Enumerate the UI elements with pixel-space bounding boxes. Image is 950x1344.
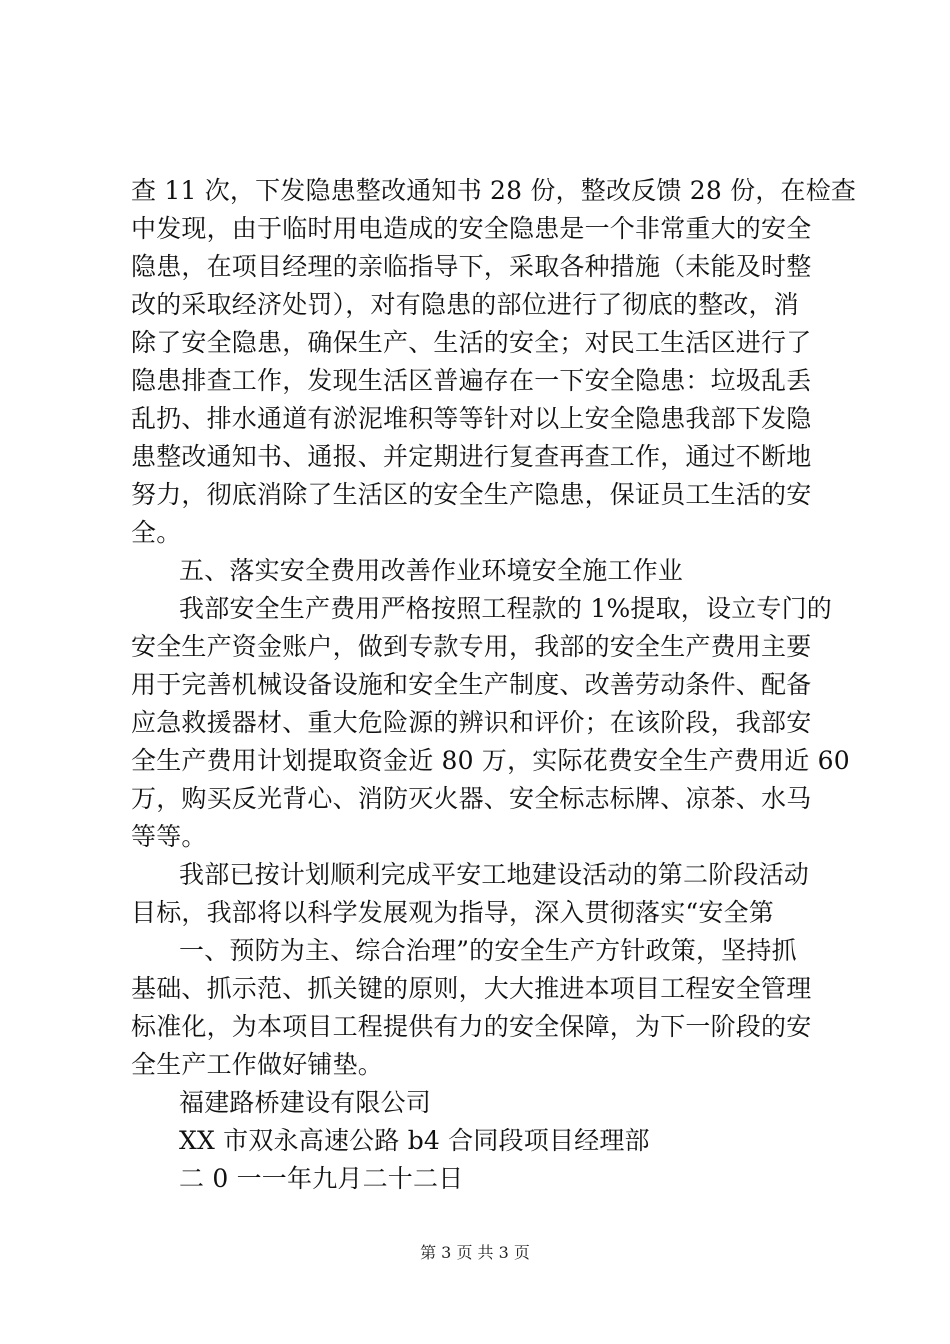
signature-department: XX 市双永高速公路 b4 合同段项目经理部 bbox=[179, 1126, 650, 1155]
section-heading-5: 五、落实安全费用改善作业环境安全施工作业 bbox=[179, 556, 684, 585]
text-line-21: 一、预防为主、综合治理”的安全生产方针政策，坚持抓 bbox=[179, 936, 797, 965]
signature-company: 福建路桥建设有限公司 bbox=[179, 1088, 432, 1117]
document-body bbox=[131, 172, 857, 1198]
text-line-20: 目标，我部将以科学发展观为指导，深入贯彻落实“安全第 bbox=[131, 898, 774, 927]
text-line-9: 努力，彻底消除了生活区的安全生产隐患，保证员工生活的安 bbox=[131, 480, 812, 509]
text-line-4: 改的采取经济处罚），对有隐患的部位进行了彻底的整改，消 bbox=[131, 290, 799, 319]
text-line-12: 我部安全生产费用严格按照工程款的 1%提取，设立专门的 bbox=[179, 594, 833, 623]
text-line-1: 查 11 次，下发隐患整改通知书 28 份，整改反馈 28 份，在检查 bbox=[131, 176, 857, 205]
signature-date: 二 0 一一年九月二十二日 bbox=[179, 1164, 464, 1193]
page-footer bbox=[0, 1243, 950, 1263]
text-line-2: 中发现，由于临时用电造成的安全隐患是一个非常重大的安全 bbox=[131, 214, 812, 243]
text-line-23: 标准化，为本项目工程提供有力的安全保障，为下一阶段的安 bbox=[131, 1012, 812, 1041]
text-line-7: 乱扔、排水通道有淤泥堆积等等针对以上安全隐患我部下发隐 bbox=[131, 404, 812, 433]
text-line-18: 等等。 bbox=[131, 822, 207, 851]
text-line-24: 全生产工作做好铺垫。 bbox=[131, 1050, 384, 1079]
text-line-3: 隐患，在项目经理的亲临指导下，采取各种措施（未能及时整 bbox=[131, 252, 812, 281]
page-number-label: 第 3 页 共 3 页 bbox=[420, 1243, 530, 1262]
text-line-10: 全。 bbox=[131, 518, 182, 547]
text-line-22: 基础、抓示范、抓关键的原则，大大推进本项目工程安全管理 bbox=[131, 974, 812, 1003]
text-line-5: 除了安全隐患，确保生产、生活的安全；对民工生活区进行了 bbox=[131, 328, 812, 357]
text-line-19: 我部已按计划顺利完成平安工地建设活动的第二阶段活动 bbox=[179, 860, 810, 889]
text-line-13: 安全生产资金账户，做到专款专用，我部的安全生产费用主要 bbox=[131, 632, 812, 661]
text-line-14: 用于完善机械设备设施和安全生产制度、改善劳动条件、配备 bbox=[131, 670, 812, 699]
text-line-16: 全生产费用计划提取资金近 80 万，实际花费安全生产费用近 60 bbox=[131, 746, 850, 775]
text-line-17: 万，购买反光背心、消防灭火器、安全标志标牌、凉茶、水马 bbox=[131, 784, 812, 813]
text-line-6: 隐患排查工作，发现生活区普遍存在一下安全隐患：垃圾乱丢 bbox=[131, 366, 812, 395]
text-line-15: 应急救援器材、重大危险源的辨识和评价；在该阶段，我部安 bbox=[131, 708, 812, 737]
text-line-8: 患整改通知书、通报、并定期进行复查再查工作，通过不断地 bbox=[131, 442, 812, 471]
